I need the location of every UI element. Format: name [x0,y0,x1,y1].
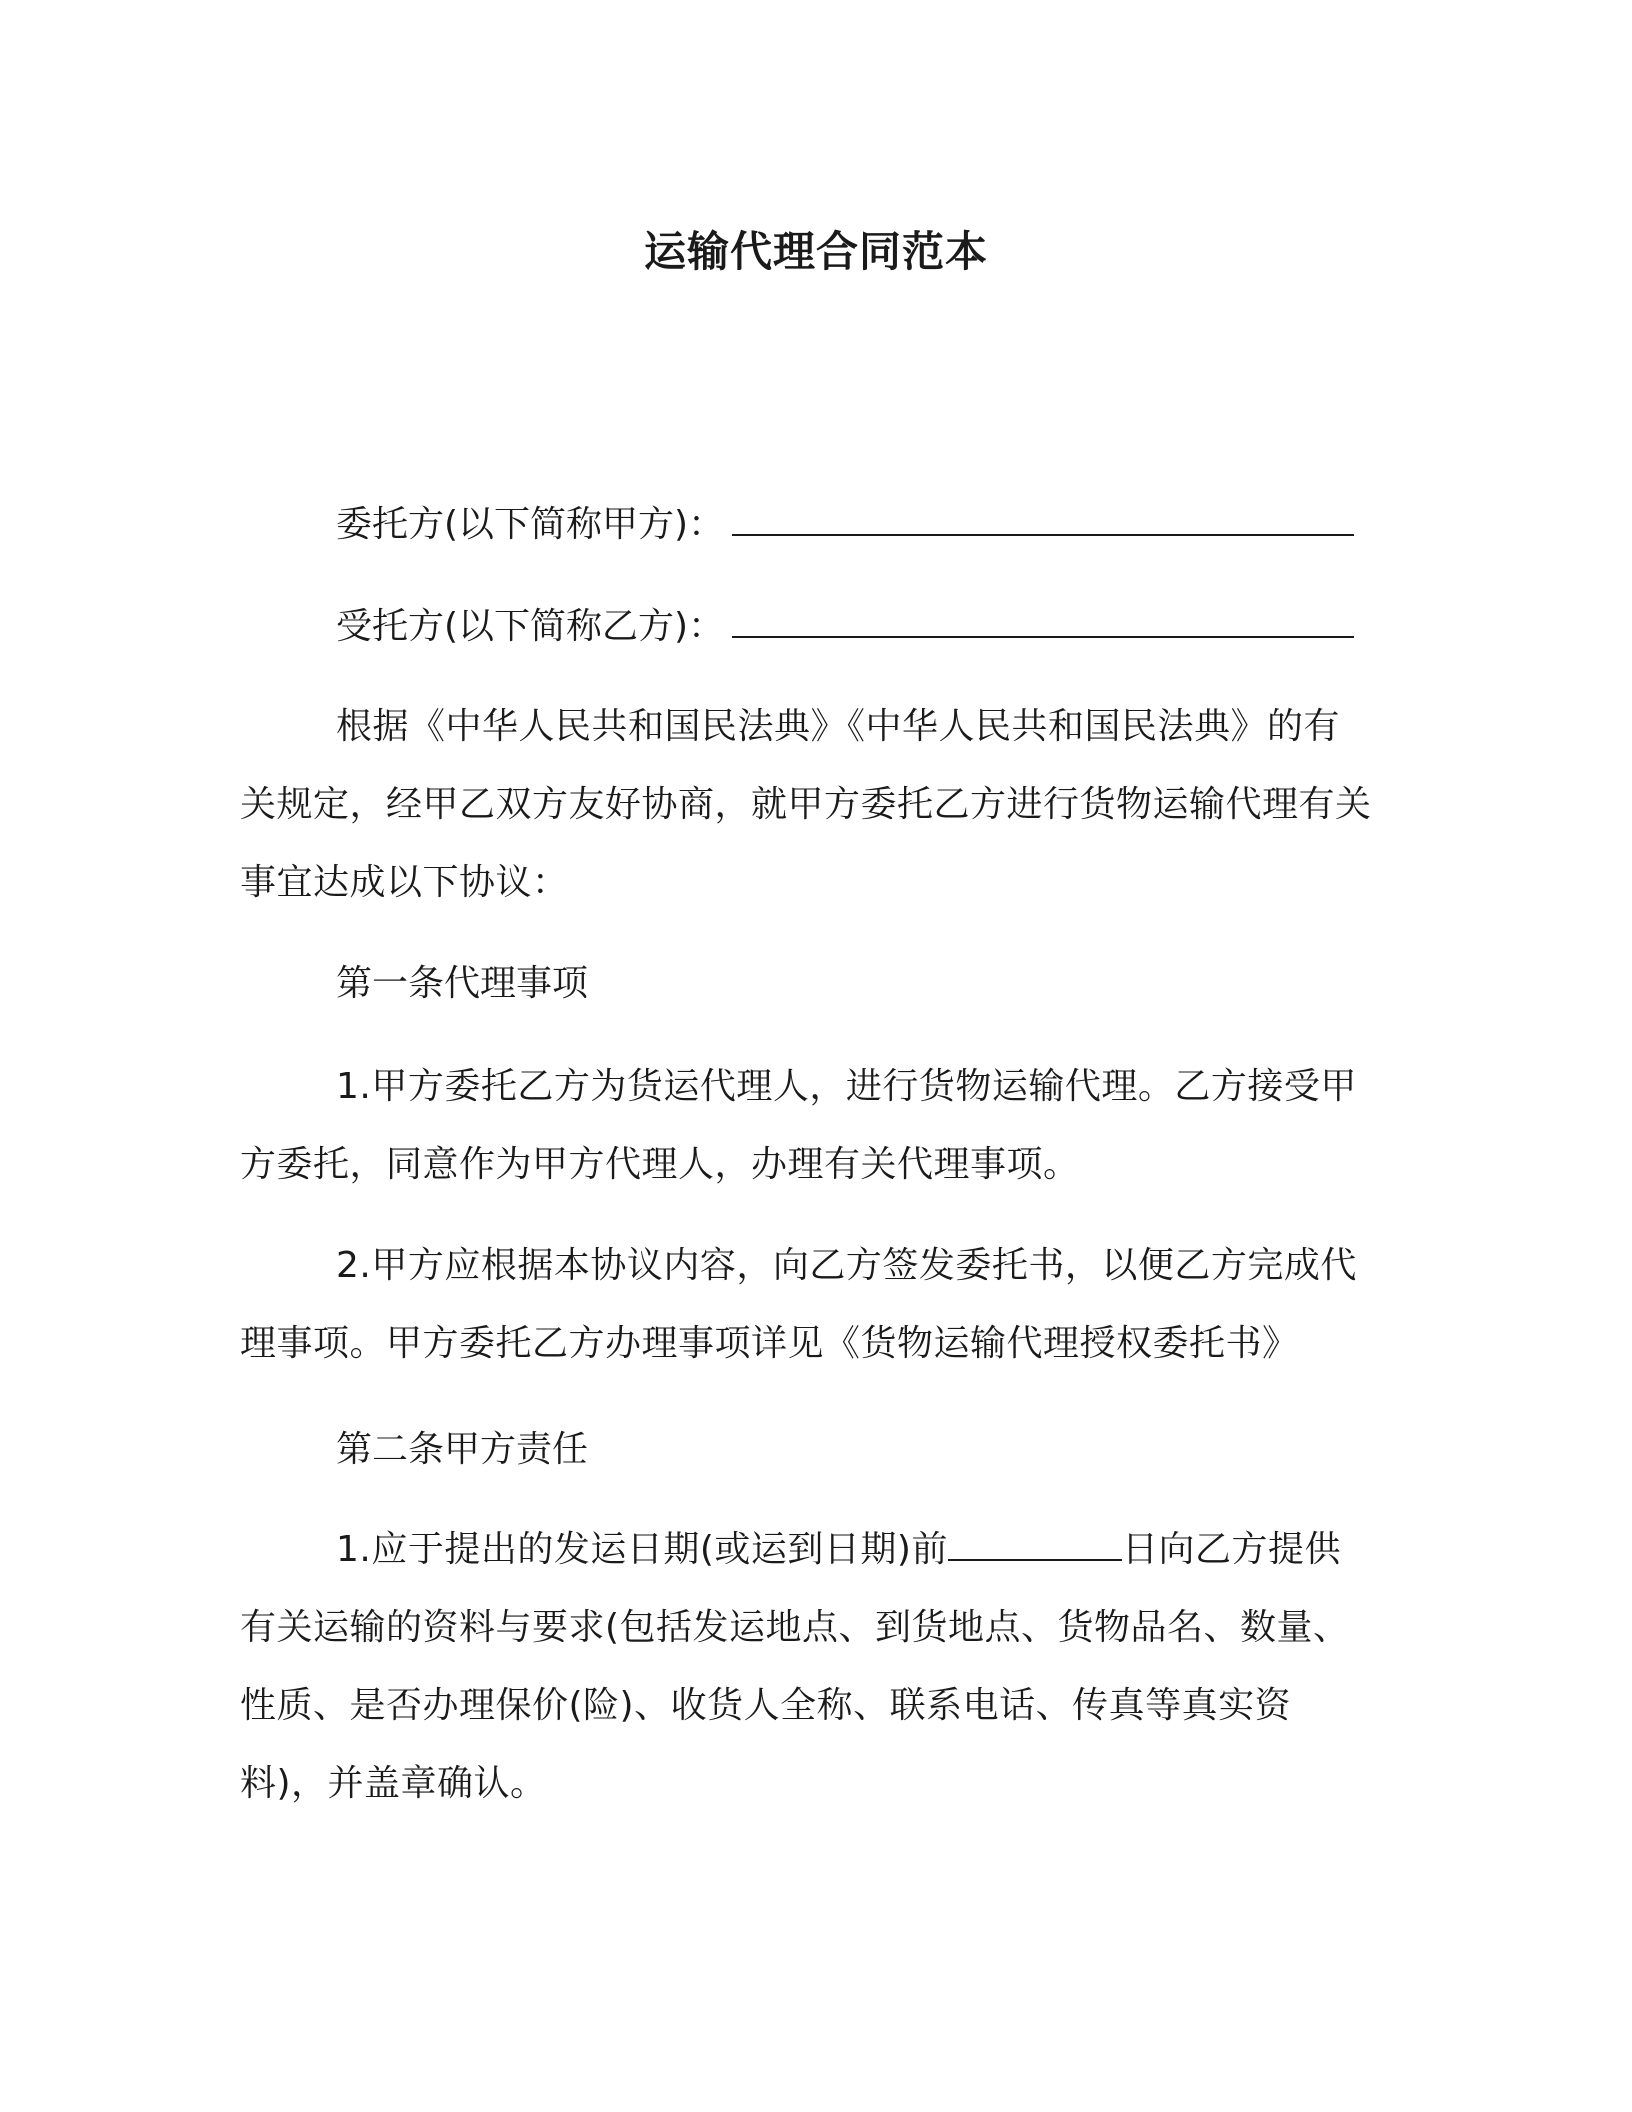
agent-label: 受托方(以下简称乙方)： [336,606,725,647]
agent-line [336,597,1354,657]
article1-heading: 第一条代理事项 [336,963,589,1004]
days-blank [948,1531,1122,1561]
principal-label: 委托方(以下简称甲方)： [336,504,725,545]
principal-line [336,495,1354,555]
intro-paragraph: 根据《中华人民共和国民法典》《中华人民共和国民法典》的有关规定，经甲乙双方友好协商，就甲方委托乙方进行货物运输代理有关事宜达成以下协议： [240,706,1372,903]
article1-item1: 1.甲方委托乙方为货运代理人，进行货物运输代理。乙方接受甲方委托，同意作为甲方代理人，办理有关代理事项。 [240,1066,1357,1185]
article1-item2: 2.甲方应根据本协议内容，向乙方签发委托书，以便乙方完成代理事项。甲方委托乙方办理事项详见《货物运输代理授权委托书》 [240,1245,1357,1364]
article2-item1 [240,1511,1375,1823]
article2-item1-text-b: 日向乙方提供有关运输的资料与要求(包括发运地点、到货地点、货物品名、数量、性质、是否办理保价(险)、收货人全称、联系电话、传真等真实资料)，并盖章确认。 [240,1529,1350,1804]
agent-blank [732,606,1354,638]
document-title: 运输代理合同范本 [643,227,988,276]
article2-item1-text-a: 1.应于提出的发运日期(或运到日期)前 [336,1529,948,1570]
article2-heading: 第二条甲方责任 [336,1429,589,1470]
principal-blank [732,504,1354,536]
